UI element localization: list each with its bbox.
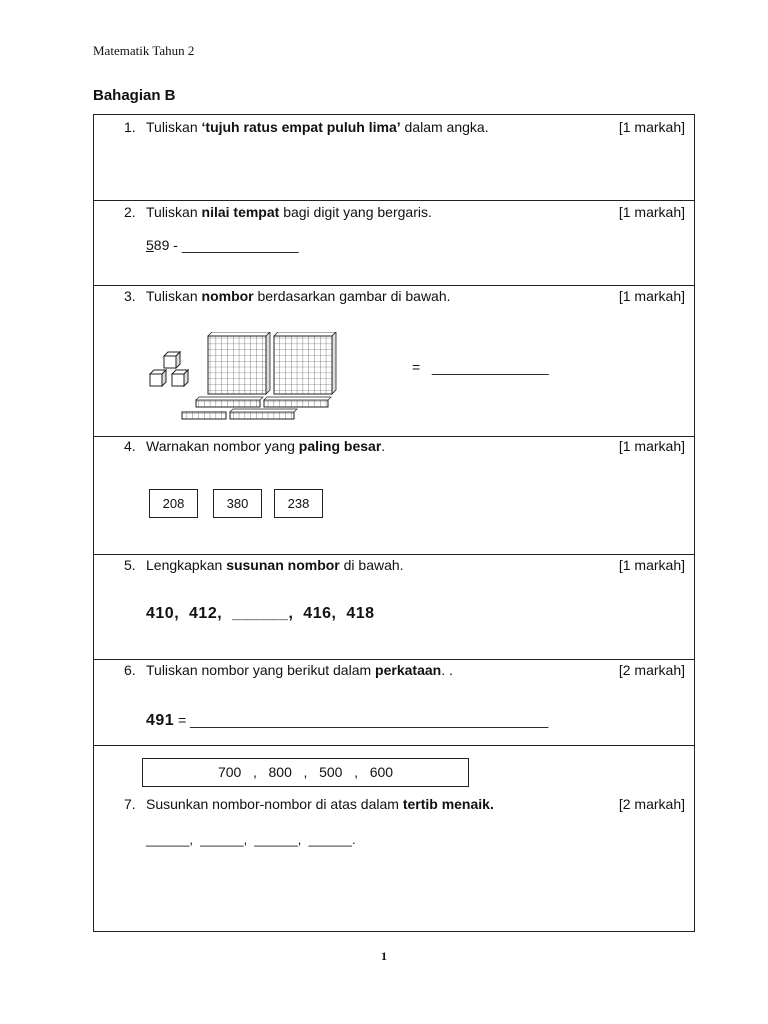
base-ten-blocks-picture	[146, 332, 346, 424]
number-box-238[interactable]: 238	[274, 489, 323, 518]
number-sequence: 410, 412, ______, 416, 418	[146, 605, 375, 622]
question-5-marks: [1 markah]	[618, 557, 685, 573]
question-table	[93, 114, 695, 932]
question-row-1	[94, 115, 694, 201]
question-3-marks: [1 markah]	[618, 288, 685, 304]
number-box-380[interactable]: 380	[213, 489, 262, 518]
question-7-marks: [2 markah]	[618, 796, 685, 812]
question-6-marks: [2 markah]	[618, 662, 685, 678]
question-1-text: 1. Tuliskan ‘tujuh ratus empat puluh lima’ dalam angka.	[124, 119, 489, 135]
question-2-marks: [1 markah]	[618, 204, 685, 220]
ones-cube-block	[150, 370, 166, 386]
question-7-text: 7. Susunkan nombor-nombor di atas dalam tertib menaik.	[124, 796, 494, 812]
question-row-3	[94, 286, 694, 437]
question-row-7	[94, 746, 694, 931]
question-row-5	[94, 555, 694, 660]
ones-cube-block	[164, 352, 180, 368]
tens-rod-block	[264, 397, 331, 407]
page-number: 1	[381, 949, 387, 963]
question-4-text: 4. Warnakan nombor yang paling besar.	[124, 438, 386, 454]
number-box-208[interactable]: 208	[149, 489, 198, 518]
ones-cube-block	[172, 370, 188, 386]
question-1-marks: [1 markah]	[618, 119, 685, 135]
document-header: Matematik Tahun 2	[93, 43, 195, 58]
question-2-answer-line: 589 - _______________	[146, 237, 299, 253]
question-7-answer-blanks: ______, ______, ______, ______.	[146, 832, 356, 847]
question-3-answer-line: = _______________	[412, 359, 549, 375]
question-row-2	[94, 201, 694, 286]
question-2-text: 2. Tuliskan nilai tempat bagi digit yang bergaris.	[124, 204, 432, 220]
section-title: Bahagian B	[93, 87, 176, 104]
question-6-answer-line: 491 = ______________________________________________	[146, 712, 549, 729]
question-5-text: 5. Lengkapkan susunan nombor di bawah.	[124, 557, 404, 573]
tens-rod-block	[182, 412, 226, 419]
number-set-box: 700 , 800 , 500 , 600	[142, 758, 469, 787]
question-4-marks: [1 markah]	[618, 438, 685, 454]
question-3-text: 3. Tuliskan nombor berdasarkan gambar di bawah.	[124, 288, 451, 304]
tens-rod-block	[196, 397, 263, 407]
question-row-6	[94, 660, 694, 746]
hundred-flat-block	[208, 332, 270, 394]
question-6-text: 6. Tuliskan nombor yang berikut dalam perkataan. .	[124, 662, 453, 678]
question-row-4	[94, 437, 694, 555]
tens-rod-block	[230, 409, 297, 419]
hundred-flat-block	[274, 332, 336, 394]
